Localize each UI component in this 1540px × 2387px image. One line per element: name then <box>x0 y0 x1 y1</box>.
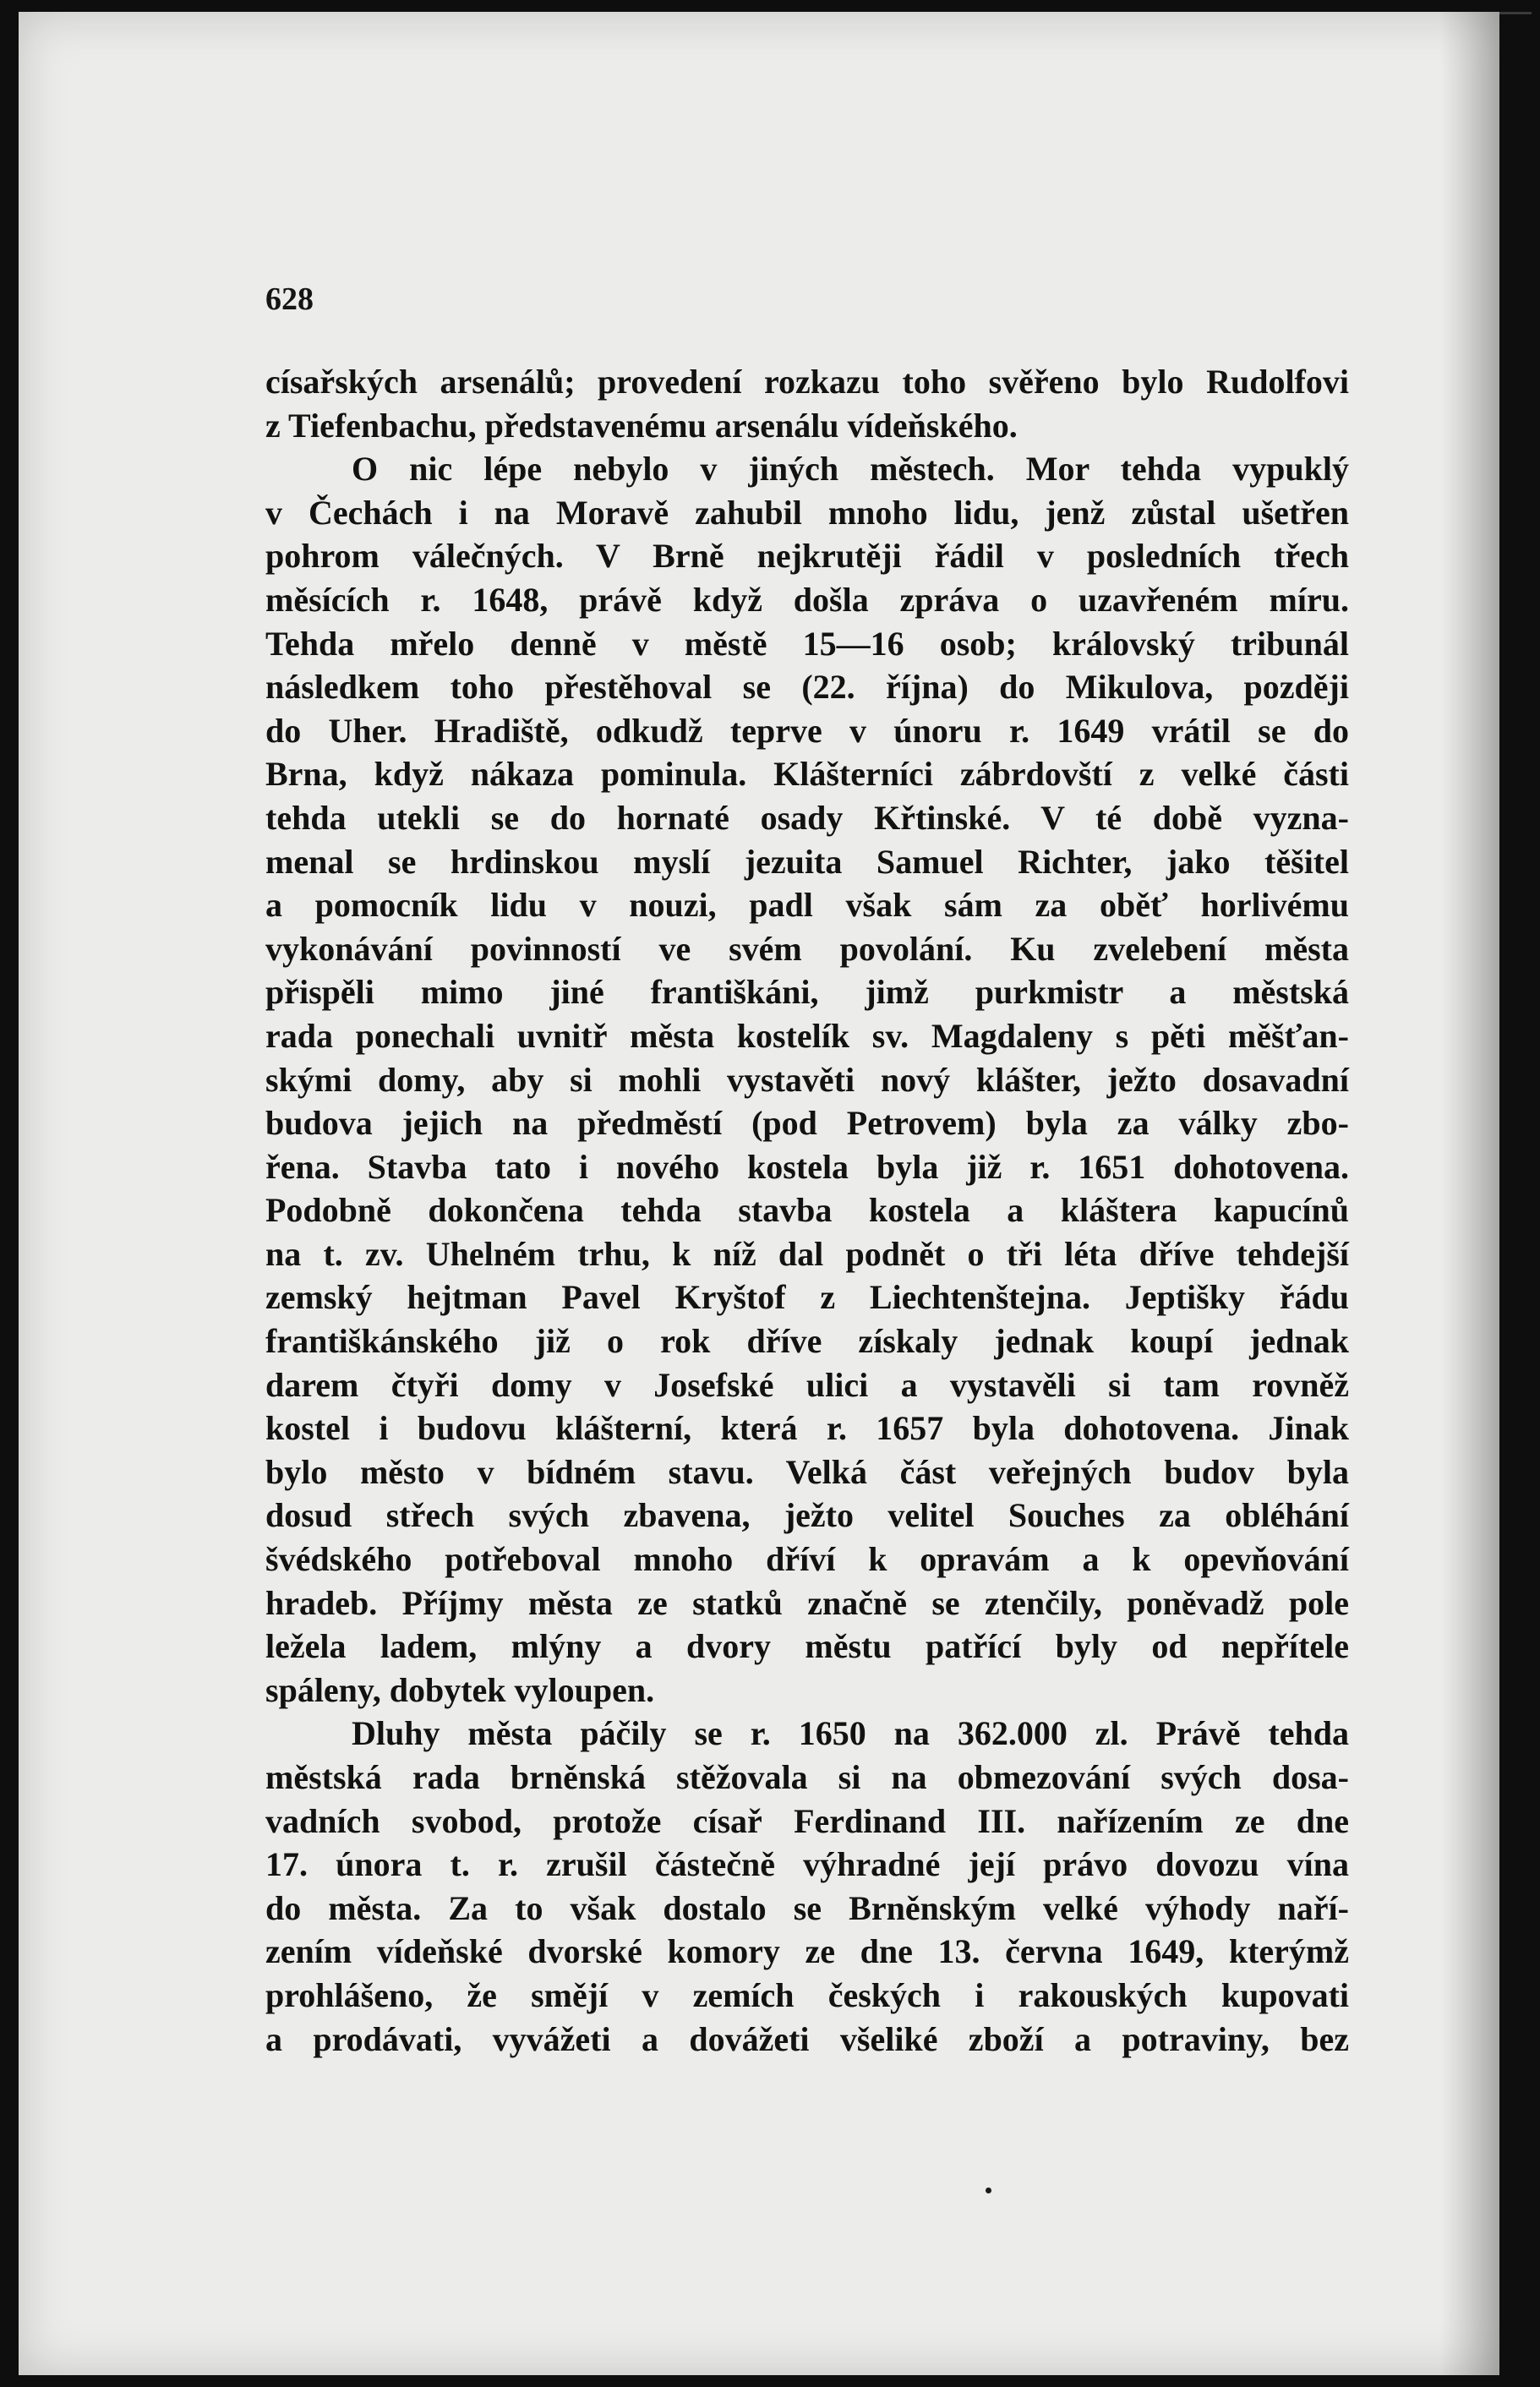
text-line: Tehda mřelo denně v městě 15—16 osob; královský tribunál <box>265 624 1349 663</box>
text-line: na t. zv. Uhelném trhu, k níž dal podnět o tři léta dříve tehdejší <box>265 1234 1349 1273</box>
text-line: a prodávati, vyvážeti a dovážeti všeliké zboží a potraviny, bez <box>265 2019 1349 2058</box>
text-line: rada ponechali uvnitř města kostelík sv. Magdaleny s pěti měšťan- <box>265 1016 1349 1055</box>
text-line: menal se hrdinskou myslí jezuita Samuel Richter, jako těšitel <box>265 842 1349 881</box>
body-text <box>265 360 1349 2061</box>
text-line: do Uher. Hradiště, odkudž teprve v únoru r. 1649 vrátil se do <box>265 711 1349 750</box>
text-line: do města. Za to však dostalo se Brněnským velké výhody naří- <box>265 1888 1349 1927</box>
text-line: bylo město v bídném stavu. Velká část veřejných budov byla <box>265 1452 1349 1491</box>
text-line: vykonávání povinností ve svém povolání. Ku zvelebení města <box>265 929 1349 968</box>
text-line-content: Dluhy města páčily se r. 1650 na 362.000 zl. Právě tehda <box>352 1714 1349 1753</box>
text-line: v Čechách i na Moravě zahubil mnoho lidu, jenž zůstal ušetřen <box>265 493 1349 532</box>
text-line: darem čtyři domy v Josefské ulici a vystavěli si tam rovněž <box>265 1365 1349 1404</box>
book-page <box>19 12 1499 2375</box>
text-line: Podobně dokončena tehda stavba kostela a kláštera kapucínů <box>265 1191 1349 1230</box>
text-line: zemský hejtman Pavel Kryštof z Liechtenštejna. Jeptišky řádu <box>265 1278 1349 1317</box>
text-line: kostel i budovu klášterní, která r. 1657 byla dohotovena. Jinak <box>265 1409 1349 1448</box>
text-line: skými domy, aby si mohli vystavěti nový klášter, ježto dosavadní <box>265 1060 1349 1099</box>
text-line: z Tiefenbachu, představenému arsenálu vídeňského. <box>265 406 1018 445</box>
text-line: tehda utekli se do hornaté osady Křtinské. V té době vyzna- <box>265 798 1349 837</box>
page-number: 628 <box>265 281 314 317</box>
text-line: císařských arsenálů; provedení rozkazu toho svěřeno bylo Rudolfovi <box>265 363 1349 401</box>
text-line: františkánského již o rok dříve získaly jednak koupí jednak <box>265 1322 1349 1361</box>
text-line: prohlášeno, že smějí v zemích českých i rakouských kupovati <box>265 1975 1349 2014</box>
text-line: městská rada brněnská stěžovala si na obmezování svých dosa- <box>265 1758 1349 1796</box>
text-line: Brna, když nákaza pominula. Klášterníci zábrdovští z velké části <box>265 755 1349 794</box>
text-line: hradeb. Příjmy města ze statků značně se ztenčily, poněvadž pole <box>265 1583 1349 1622</box>
text-line: řena. Stavba tato i nového kostela byla již r. 1651 dohotovena. <box>265 1147 1349 1186</box>
text-line: a pomocník lidu v nouzi, padl však sám za oběť horlivému <box>265 886 1349 925</box>
print-speck <box>986 2188 991 2193</box>
text-line: zením vídeňské dvorské komory ze dne 13. června 1649, kterýmž <box>265 1932 1349 1971</box>
text-line: 17. února t. r. zrušil částečně výhradné její právo dovozu vína <box>265 1845 1349 1884</box>
text-line <box>265 447 1349 491</box>
text-line: ležela ladem, mlýny a dvory městu patřící byly od nepřítele <box>265 1627 1349 1666</box>
text-line: švédského potřeboval mnoho dříví k opravám a k opevňování <box>265 1540 1349 1579</box>
text-line: pohrom válečných. V Brně nejkrutěji řádil v posledních třech <box>265 537 1349 576</box>
text-line: vadních svobod, protože císař Ferdinand III. nařízením ze dne <box>265 1801 1349 1840</box>
text-line: budova jejich na předměstí (pod Petrovem) byla za války zbo- <box>265 1104 1349 1143</box>
text-line: následkem toho přestěhoval se (22. října) do Mikulova, později <box>265 668 1349 707</box>
text-line: přispěli mimo jiné františkáni, jimž purkmistr a městská <box>265 973 1349 1012</box>
text-line: spáleny, dobytek vyloupen. <box>265 1670 655 1709</box>
text-line: dosud střech svých zbavena, ježto velitel Souches za obléhání <box>265 1496 1349 1535</box>
text-line: měsících r. 1648, právě když došla zpráva o uzavřeném míru. <box>265 580 1349 619</box>
text-line <box>265 1712 1349 1756</box>
text-line-content: O nic lépe nebylo v jiných městech. Mor tehda vypuklý <box>352 450 1349 489</box>
